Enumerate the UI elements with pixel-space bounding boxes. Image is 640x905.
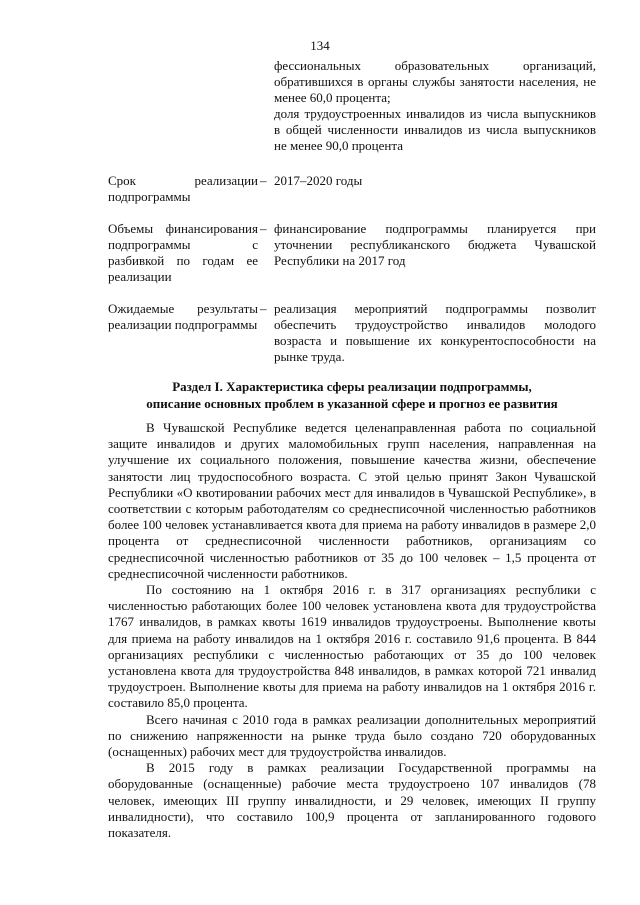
- paragraph: В Чувашской Республике ведется целенаправленная работа по социальной защите инвалидов и других маломобильных групп населения, направленная на улучшение их социального положения, повышение качества жизни, обеспечение занятости лиц трудоспособного возраста. С этой целью принят Закон Чувашской Республики «О квотировании рабочих мест для инвалидов в Чувашской Республике», в соответствии с которым работодателям со среднесписочной численностью работников более 100 человек устанавливается квота для приема на работу инвалидов в размере 2,0 процента от среднесписочной численности работников, организациям со среднесписочной численностью работников от 35 до 100 человек – 1,5 процента от среднесписочной численности работников.: [108, 420, 596, 581]
- row-label: Срок реализации подпрограммы: [108, 173, 258, 204]
- continuation-line: доля трудоустроенных инвалидов из числа выпускников в общей численности инвалидов из числа выпускников не менее 90,0 процента: [274, 106, 596, 153]
- row-label: Ожидаемые результаты реализации подпрограммы: [108, 301, 258, 332]
- section-body: [108, 420, 596, 841]
- row-value: реализация мероприятий подпрограммы позволит обеспечить трудоустройство инвалидов молодого возраста и повышение их конкурентоспособности на рынке труда.: [274, 301, 596, 364]
- paragraph: Всего начиная с 2010 года в рамках реализации дополнительных мероприятий по снижению напряженности на рынке труда было создано 720 оборудованных (оснащенных) рабочих мест для трудоустройства инвалидов.: [108, 711, 596, 760]
- row-label: Объемы финансирования подпрограммы с разбивкой по годам ее реализации: [108, 221, 258, 284]
- row-dash: –: [260, 301, 267, 316]
- section-heading-line: описание основных проблем в указанной сфере и прогноз ее развития: [146, 396, 558, 411]
- page-number: 134: [310, 38, 330, 53]
- paragraph: В 2015 году в рамках реализации Государственной программы на оборудованные (оснащенные) рабочие места трудоустроено 107 инвалидов (78 человек, имеющих III группу инвалидности, и 29 человек, имеющих II группу инвалидности), что составило 100,9 процента от запланированного годового показателя.: [108, 760, 596, 841]
- row-value: финансирование подпрограммы планируется при уточнении республиканского бюджета Чувашской Республики на 2017 год: [274, 221, 596, 268]
- section-heading-line: Раздел I. Характеристика сферы реализации подпрограммы,: [172, 379, 532, 394]
- row-dash: –: [260, 173, 267, 188]
- continuation-line: фессиональных образовательных организаций, обратившихся в органы службы занятости населения, не менее 60,0 процента;: [274, 58, 596, 105]
- row-value: 2017–2020 годы: [274, 173, 363, 188]
- paragraph: По состоянию на 1 октября 2016 г. в 317 организациях республики с численностью работающих более 100 человек установлена квота для трудоустройства 1767 инвалидов, в рамках квоты 1619 инвалидов трудоустроены. Выполнение квоты для приема на работу инвалидов на 1 октября 2016 г. составило 91,6 процента. В 844 организациях республики с численностью работающих от 35 до 100 человек установлена квота для трудоустройства 848 инвалидов, в рамках которой 721 инвалид трудоустроен. Выполнение квоты для приема на работу инвалидов на 1 октября 2016 г. составило 85,0 процента.: [108, 582, 596, 711]
- row-dash: –: [260, 221, 267, 236]
- passport-continuation: [274, 58, 596, 154]
- section-heading: [108, 378, 596, 412]
